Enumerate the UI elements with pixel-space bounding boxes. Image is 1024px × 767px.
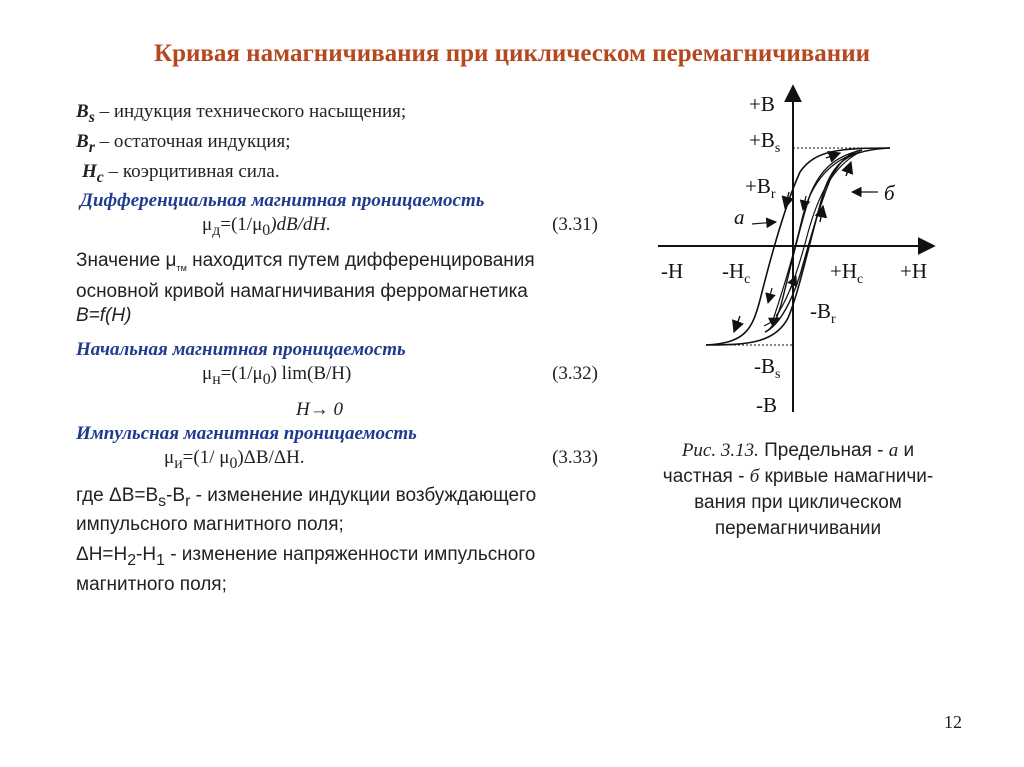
inner-curve-1 [773,152,860,320]
direction-arrow-right-upper [846,162,851,176]
eq-3-33: (3.33) [552,446,598,468]
def-hc: $H_c$ – коэрцитивная сила. [82,160,280,186]
init-limit: H→ 0 [296,398,343,420]
def-br: $B_r$ – остаточная индукция; [76,130,291,156]
label-plus-hc: $+H_c$ [830,259,864,287]
direction-arrow-inner-2 [768,288,772,303]
inner-curve-2 [776,153,858,316]
label-minus-b: -B [756,393,777,417]
direction-arrow-top [826,153,840,158]
label-plus-h: +H [900,259,928,283]
label-minus-bs: $-B_s$ [754,354,781,382]
diff-formula: $\mu_д=(1/\mu_0)dB/dH$. (3.31) [202,214,598,240]
para1-line1: Значение $\mu_{тм}$ находится путем дифференцирования [76,250,535,273]
label-a: a [734,205,745,229]
para1-line2: основной кривой намагничивания ферромагнетика [76,280,528,302]
label-a-leader [752,222,776,224]
label-minus-hc: $-H_c$ [722,259,751,287]
label-plus-bs: $+B_s$ [749,128,781,156]
where-line4: магнитного поля; [76,574,227,596]
figure-caption: Рис. 3.13. Предельная - а и частная - б кривые намагничи- вания при циклическом перемагничивании [662,440,934,539]
label-plus-b: +B [749,92,775,116]
diff-heading: Дифференциальная магнитная проницаемость [80,190,485,212]
pulse-heading: Импульсная магнитная проницаемость [76,422,417,444]
label-minus-h: -H [661,259,684,283]
para1-line3: B=f(H) [76,304,132,326]
where-line2: импульсного магнитного поля; [76,514,344,536]
label-plus-br: $+B_r$ [745,174,776,202]
label-b: б [884,181,895,205]
label-minus-br: $-B_r$ [810,299,836,327]
page-number: 12 [944,712,962,732]
where-line3: $\Delta H=H_2-H_1$ - изменение напряженности импульсного [76,544,536,570]
eq-3-32: (3.32) [552,362,598,384]
where-line1: где $\Delta B=B_s-B_r$ - изменение индукции возбуждающего [76,484,537,510]
slide-title: Кривая намагничивания при циклическом перемагничивании [153,40,871,67]
init-formula: $\mu_н=(1/\mu_0)$ lim(B/H) (3.32) [202,362,598,388]
direction-arrow-left-lower [734,316,740,332]
def-bs: $B_s$ – индукция технического насыщения; [76,101,407,126]
pulse-formula: $\mu_и=(1/$ $\mu_0)\Delta B/\Delta H$. (3.33) [164,446,598,472]
init-heading: Начальная магнитная проницаемость [76,338,406,360]
eq-3-31: (3.31) [552,214,598,236]
